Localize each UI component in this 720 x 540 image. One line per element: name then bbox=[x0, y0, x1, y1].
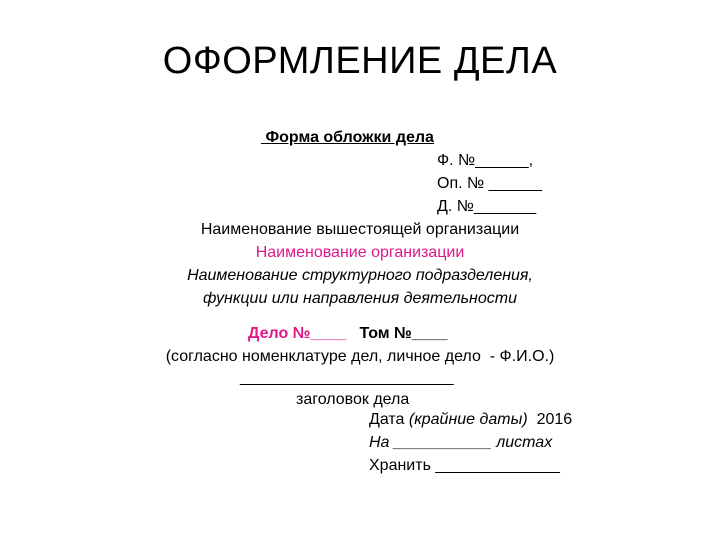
date-year: 2016 bbox=[527, 411, 573, 428]
form-heading: Форма обложки дела bbox=[261, 129, 434, 146]
case-title-blank: ________________________ bbox=[240, 369, 454, 386]
structural-unit-line-1: Наименование структурного подразделения, bbox=[187, 267, 533, 284]
case-volume-line bbox=[248, 324, 447, 344]
case-number-blank: ____ bbox=[310, 325, 347, 342]
case-label: Дело № bbox=[248, 325, 311, 342]
structural-unit-line-2: функции или направления деятельности bbox=[203, 290, 517, 307]
sheets-blank: На ___________ bbox=[369, 434, 497, 451]
nomenclature-note: (согласно номенклатуре дел, личное дело - Ф.И.О.) bbox=[165, 348, 555, 365]
opis-number: Оп. № ______ bbox=[437, 175, 542, 192]
date-label: Дата bbox=[369, 411, 409, 428]
higher-organization: Наименование вышестоящей организации bbox=[200, 221, 520, 238]
sheets-label: листах bbox=[496, 434, 553, 451]
date-range-label: (крайние даты) bbox=[408, 411, 528, 428]
keep-line: Хранить ______________ bbox=[369, 457, 560, 474]
delo-number: Д. №_______ bbox=[437, 198, 537, 215]
sheets-line bbox=[369, 433, 552, 453]
volume-number-blank: ____ bbox=[411, 325, 448, 342]
organization-name: Наименование организации bbox=[255, 244, 465, 261]
date-line bbox=[369, 410, 572, 430]
case-title-label: заголовок дела bbox=[296, 391, 410, 408]
fond-number: Ф. №______, bbox=[437, 152, 534, 169]
volume-label: Том № bbox=[359, 325, 412, 342]
slide-title: ОФОРМЛЕНИЕ ДЕЛА bbox=[162, 40, 558, 82]
